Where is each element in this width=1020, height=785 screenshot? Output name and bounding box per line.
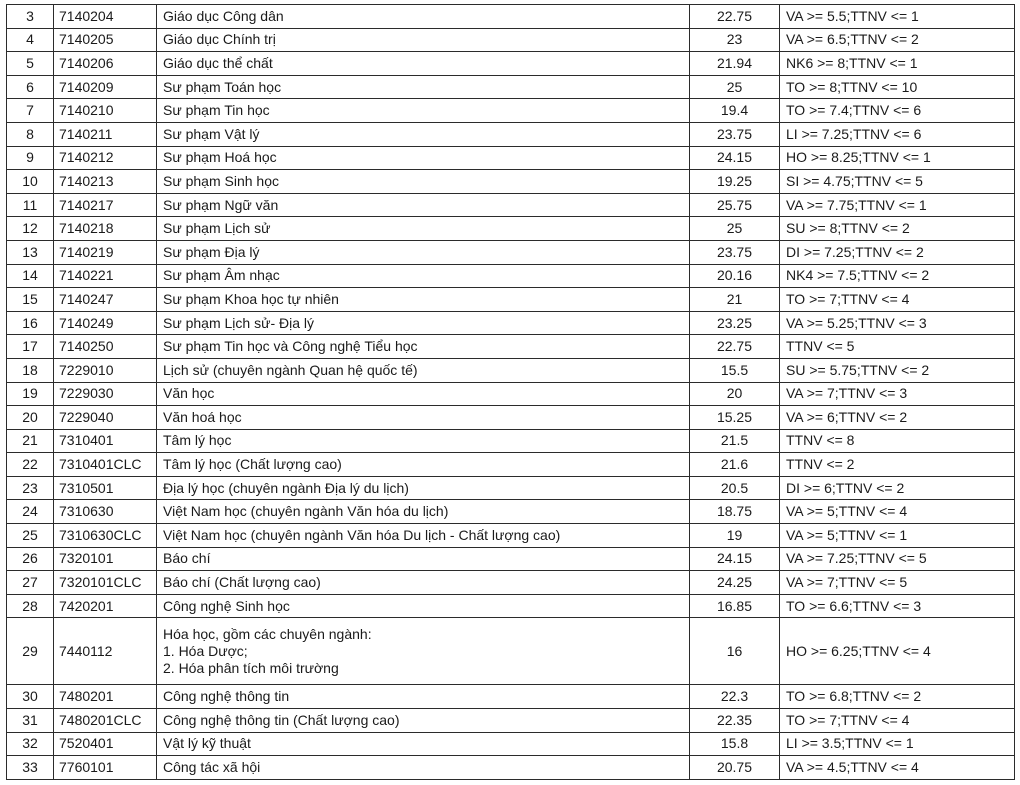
cutoff-score-cell: 19.4: [690, 99, 780, 123]
cutoff-score-cell: 20: [690, 382, 780, 406]
major-name-line: Sư phạm Hoá học: [163, 149, 277, 166]
major-name-cell: [157, 406, 690, 430]
major-name-line: Tâm lý học (Chất lượng cao): [163, 456, 342, 473]
major-code-cell: 7310401CLC: [54, 453, 157, 477]
major-name-cell: [157, 709, 690, 733]
major-name-line: Tâm lý học: [163, 432, 232, 449]
cutoff-score-cell: 15.8: [690, 732, 780, 756]
tiebreak-criteria-cell: VA >= 7.75;TTNV <= 1: [780, 193, 1015, 217]
cutoff-score-cell: 22.35: [690, 709, 780, 733]
row-number-cell: 30: [7, 685, 54, 709]
cutoff-score-cell: 20.75: [690, 756, 780, 780]
major-code-cell: 7760101: [54, 756, 157, 780]
table-row: [7, 709, 1015, 733]
tiebreak-criteria-cell: HO >= 6.25;TTNV <= 4: [780, 618, 1015, 685]
tiebreak-criteria-cell: SI >= 4.75;TTNV <= 5: [780, 170, 1015, 194]
major-name-cell: [157, 122, 690, 146]
tiebreak-criteria-cell: TO >= 7.4;TTNV <= 6: [780, 99, 1015, 123]
major-name-line: Giáo dục Công dân: [163, 7, 284, 24]
major-name-cell: [157, 52, 690, 76]
major-name-cell: [157, 756, 690, 780]
major-code-cell: 7140209: [54, 75, 157, 99]
row-number-cell: 33: [7, 756, 54, 780]
major-name-cell: [157, 382, 690, 406]
table-row: [7, 594, 1015, 618]
cutoff-score-cell: 22.75: [690, 335, 780, 359]
row-number-cell: 14: [7, 264, 54, 288]
major-code-cell: 7140205: [54, 28, 157, 52]
tiebreak-criteria-cell: VA >= 5.25;TTNV <= 3: [780, 311, 1015, 335]
major-name-line: Sư phạm Tin học: [163, 102, 270, 119]
major-name-line: Văn hoá học: [163, 408, 242, 425]
row-number-cell: 12: [7, 217, 54, 241]
major-name-cell: [157, 732, 690, 756]
major-name-line: Báo chí (Chất lượng cao): [163, 574, 321, 591]
table-row: [7, 99, 1015, 123]
major-name-line: Sư phạm Vật lý: [163, 125, 260, 142]
tiebreak-criteria-cell: TO >= 8;TTNV <= 10: [780, 75, 1015, 99]
row-number-cell: 10: [7, 170, 54, 194]
major-code-cell: 7320101CLC: [54, 571, 157, 595]
major-code-cell: 7140219: [54, 240, 157, 264]
row-number-cell: 15: [7, 288, 54, 312]
major-code-cell: 7310630CLC: [54, 524, 157, 548]
cutoff-score-cell: 21.94: [690, 52, 780, 76]
major-code-cell: 7310401: [54, 429, 157, 453]
tiebreak-criteria-cell: TO >= 7;TTNV <= 4: [780, 288, 1015, 312]
major-name-line: Công nghệ thông tin: [163, 688, 290, 705]
major-name-cell: [157, 524, 690, 548]
major-name-line: Địa lý học (chuyên ngành Địa lý du lịch): [163, 479, 409, 496]
row-number-cell: 32: [7, 732, 54, 756]
cutoff-score-cell: 21: [690, 288, 780, 312]
major-name-cell: [157, 476, 690, 500]
row-number-cell: 13: [7, 240, 54, 264]
table-row: [7, 122, 1015, 146]
major-name-line: Giáo dục thể chất: [163, 54, 273, 71]
cutoff-score-cell: 16.85: [690, 594, 780, 618]
major-name-cell: [157, 358, 690, 382]
cutoff-score-cell: 23: [690, 28, 780, 52]
cutoff-score-cell: 25: [690, 217, 780, 241]
table-row: [7, 358, 1015, 382]
tiebreak-criteria-cell: NK4 >= 7.5;TTNV <= 2: [780, 264, 1015, 288]
major-name-cell: [157, 99, 690, 123]
table-row: [7, 618, 1015, 685]
cutoff-score-cell: 22.3: [690, 685, 780, 709]
tiebreak-criteria-cell: VA >= 7.25;TTNV <= 5: [780, 547, 1015, 571]
major-code-cell: 7229040: [54, 406, 157, 430]
table-body: [7, 5, 1015, 780]
major-name-cell: [157, 217, 690, 241]
major-code-cell: 7140206: [54, 52, 157, 76]
cutoff-score-cell: 18.75: [690, 500, 780, 524]
row-number-cell: 3: [7, 5, 54, 29]
cutoff-score-cell: 21.5: [690, 429, 780, 453]
major-name-line: Sư phạm Ngữ văn: [163, 196, 279, 213]
tiebreak-criteria-cell: NK6 >= 8;TTNV <= 1: [780, 52, 1015, 76]
major-code-cell: 7140204: [54, 5, 157, 29]
table-row: [7, 170, 1015, 194]
major-name-line: Công nghệ thông tin (Chất lượng cao): [163, 711, 400, 728]
table-row: [7, 382, 1015, 406]
major-code-cell: 7229010: [54, 358, 157, 382]
row-number-cell: 8: [7, 122, 54, 146]
major-code-cell: 7440112: [54, 618, 157, 685]
major-code-cell: 7140249: [54, 311, 157, 335]
tiebreak-criteria-cell: LI >= 3.5;TTNV <= 1: [780, 732, 1015, 756]
table-row: [7, 217, 1015, 241]
major-name-cell: [157, 618, 690, 685]
row-number-cell: 25: [7, 524, 54, 548]
major-name-cell: [157, 170, 690, 194]
cutoff-score-cell: 20.5: [690, 476, 780, 500]
major-name-line: Công nghệ Sinh học: [163, 597, 290, 614]
major-name-line: Sư phạm Sinh học: [163, 172, 279, 189]
cutoff-score-cell: 25: [690, 75, 780, 99]
major-name-cell: [157, 75, 690, 99]
cutoff-score-cell: 15.5: [690, 358, 780, 382]
cutoff-score-cell: 15.25: [690, 406, 780, 430]
cutoff-score-cell: 19: [690, 524, 780, 548]
major-code-cell: 7310630: [54, 500, 157, 524]
row-number-cell: 26: [7, 547, 54, 571]
major-name-cell: [157, 264, 690, 288]
row-number-cell: 11: [7, 193, 54, 217]
table-row: [7, 547, 1015, 571]
major-code-cell: 7480201: [54, 685, 157, 709]
tiebreak-criteria-cell: SU >= 5.75;TTNV <= 2: [780, 358, 1015, 382]
major-code-cell: 7140247: [54, 288, 157, 312]
cutoff-score-cell: 16: [690, 618, 780, 685]
major-name-line: Sư phạm Khoa học tự nhiên: [163, 290, 339, 307]
table-row: [7, 524, 1015, 548]
tiebreak-criteria-cell: VA >= 4.5;TTNV <= 4: [780, 756, 1015, 780]
row-number-cell: 31: [7, 709, 54, 733]
tiebreak-criteria-cell: LI >= 7.25;TTNV <= 6: [780, 122, 1015, 146]
admission-score-table-sheet: [6, 4, 1014, 780]
tiebreak-criteria-cell: VA >= 7;TTNV <= 3: [780, 382, 1015, 406]
tiebreak-criteria-cell: VA >= 6.5;TTNV <= 2: [780, 28, 1015, 52]
major-code-cell: 7140250: [54, 335, 157, 359]
table-row: [7, 429, 1015, 453]
row-number-cell: 22: [7, 453, 54, 477]
tiebreak-criteria-cell: VA >= 5;TTNV <= 1: [780, 524, 1015, 548]
row-number-cell: 21: [7, 429, 54, 453]
major-name-cell: [157, 240, 690, 264]
major-code-cell: 7520401: [54, 732, 157, 756]
tiebreak-criteria-cell: TTNV <= 5: [780, 335, 1015, 359]
major-name-cell: [157, 594, 690, 618]
table-row: [7, 732, 1015, 756]
major-name-line: Báo chí: [163, 550, 211, 567]
major-code-cell: 7420201: [54, 594, 157, 618]
major-name-line: Hóa học, gồm các chuyên ngành:: [163, 625, 372, 642]
row-number-cell: 16: [7, 311, 54, 335]
major-name-line: Vật lý kỹ thuật: [163, 735, 251, 752]
row-number-cell: 4: [7, 28, 54, 52]
major-name-cell: [157, 685, 690, 709]
tiebreak-criteria-cell: VA >= 5.5;TTNV <= 1: [780, 5, 1015, 29]
table-row: [7, 453, 1015, 477]
major-code-cell: 7140212: [54, 146, 157, 170]
row-number-cell: 29: [7, 618, 54, 685]
tiebreak-criteria-cell: DI >= 7.25;TTNV <= 2: [780, 240, 1015, 264]
major-name-line: 1. Hóa Dược;: [163, 642, 248, 659]
tiebreak-criteria-cell: DI >= 6;TTNV <= 2: [780, 476, 1015, 500]
admission-score-table: [6, 4, 1015, 780]
major-name-line: 2. Hóa phân tích môi trường: [163, 659, 339, 676]
major-name-cell: [157, 500, 690, 524]
row-number-cell: 9: [7, 146, 54, 170]
cutoff-score-cell: 24.15: [690, 547, 780, 571]
tiebreak-criteria-cell: TO >= 6.8;TTNV <= 2: [780, 685, 1015, 709]
row-number-cell: 18: [7, 358, 54, 382]
major-name-line: Việt Nam học (chuyên ngành Văn hóa du lịch): [163, 503, 449, 520]
table-row: [7, 335, 1015, 359]
major-name-line: Sư phạm Lịch sử- Địa lý: [163, 314, 315, 331]
major-code-cell: 7480201CLC: [54, 709, 157, 733]
row-number-cell: 27: [7, 571, 54, 595]
tiebreak-criteria-cell: HO >= 8.25;TTNV <= 1: [780, 146, 1015, 170]
table-row: [7, 5, 1015, 29]
table-row: [7, 288, 1015, 312]
major-name-line: Sư phạm Lịch sử: [163, 220, 271, 237]
major-name-cell: [157, 429, 690, 453]
cutoff-score-cell: 23.25: [690, 311, 780, 335]
table-row: [7, 756, 1015, 780]
major-name-line: Giáo dục Chính trị: [163, 31, 276, 48]
tiebreak-criteria-cell: VA >= 6;TTNV <= 2: [780, 406, 1015, 430]
cutoff-score-cell: 21.6: [690, 453, 780, 477]
major-code-cell: 7320101: [54, 547, 157, 571]
row-number-cell: 20: [7, 406, 54, 430]
major-name-cell: [157, 311, 690, 335]
table-row: [7, 571, 1015, 595]
major-code-cell: 7140221: [54, 264, 157, 288]
row-number-cell: 7: [7, 99, 54, 123]
row-number-cell: 19: [7, 382, 54, 406]
table-row: [7, 240, 1015, 264]
major-name-cell: [157, 335, 690, 359]
major-name-cell: [157, 28, 690, 52]
major-code-cell: 7140211: [54, 122, 157, 146]
table-row: [7, 52, 1015, 76]
table-row: [7, 685, 1015, 709]
major-code-cell: 7140218: [54, 217, 157, 241]
table-row: [7, 406, 1015, 430]
major-name-line: Việt Nam học (chuyên ngành Văn hóa Du lịch - Chất lượng cao): [163, 526, 561, 543]
major-name-cell: [157, 453, 690, 477]
cutoff-score-cell: 22.75: [690, 5, 780, 29]
row-number-cell: 23: [7, 476, 54, 500]
major-name-line: Công tác xã hội: [163, 759, 261, 776]
major-name-line: Lịch sử (chuyên ngành Quan hệ quốc tế): [163, 361, 418, 378]
major-name-cell: [157, 288, 690, 312]
tiebreak-criteria-cell: VA >= 7;TTNV <= 5: [780, 571, 1015, 595]
major-name-cell: [157, 571, 690, 595]
major-code-cell: 7140210: [54, 99, 157, 123]
major-code-cell: 7229030: [54, 382, 157, 406]
tiebreak-criteria-cell: TO >= 7;TTNV <= 4: [780, 709, 1015, 733]
tiebreak-criteria-cell: TTNV <= 2: [780, 453, 1015, 477]
cutoff-score-cell: 23.75: [690, 122, 780, 146]
cutoff-score-cell: 25.75: [690, 193, 780, 217]
cutoff-score-cell: 23.75: [690, 240, 780, 264]
major-name-cell: [157, 193, 690, 217]
major-name-cell: [157, 146, 690, 170]
row-number-cell: 28: [7, 594, 54, 618]
table-row: [7, 193, 1015, 217]
row-number-cell: 17: [7, 335, 54, 359]
major-name-cell: [157, 5, 690, 29]
cutoff-score-cell: 19.25: [690, 170, 780, 194]
major-code-cell: 7310501: [54, 476, 157, 500]
table-row: [7, 28, 1015, 52]
tiebreak-criteria-cell: SU >= 8;TTNV <= 2: [780, 217, 1015, 241]
cutoff-score-cell: 24.25: [690, 571, 780, 595]
table-row: [7, 476, 1015, 500]
cutoff-score-cell: 20.16: [690, 264, 780, 288]
major-name-line: Sư phạm Toán học: [163, 78, 282, 95]
cutoff-score-cell: 24.15: [690, 146, 780, 170]
tiebreak-criteria-cell: TO >= 6.6;TTNV <= 3: [780, 594, 1015, 618]
major-name-line: Sư phạm Địa lý: [163, 243, 260, 260]
row-number-cell: 5: [7, 52, 54, 76]
major-code-cell: 7140217: [54, 193, 157, 217]
tiebreak-criteria-cell: TTNV <= 8: [780, 429, 1015, 453]
table-row: [7, 500, 1015, 524]
major-name-line: Văn học: [163, 385, 215, 402]
row-number-cell: 6: [7, 75, 54, 99]
tiebreak-criteria-cell: VA >= 5;TTNV <= 4: [780, 500, 1015, 524]
table-row: [7, 146, 1015, 170]
table-row: [7, 264, 1015, 288]
major-name-line: Sư phạm Tin học và Công nghệ Tiểu học: [163, 338, 418, 355]
table-row: [7, 311, 1015, 335]
table-row: [7, 75, 1015, 99]
major-name-cell: [157, 547, 690, 571]
row-number-cell: 24: [7, 500, 54, 524]
major-code-cell: 7140213: [54, 170, 157, 194]
major-name-line: Sư phạm Âm nhạc: [163, 267, 280, 284]
